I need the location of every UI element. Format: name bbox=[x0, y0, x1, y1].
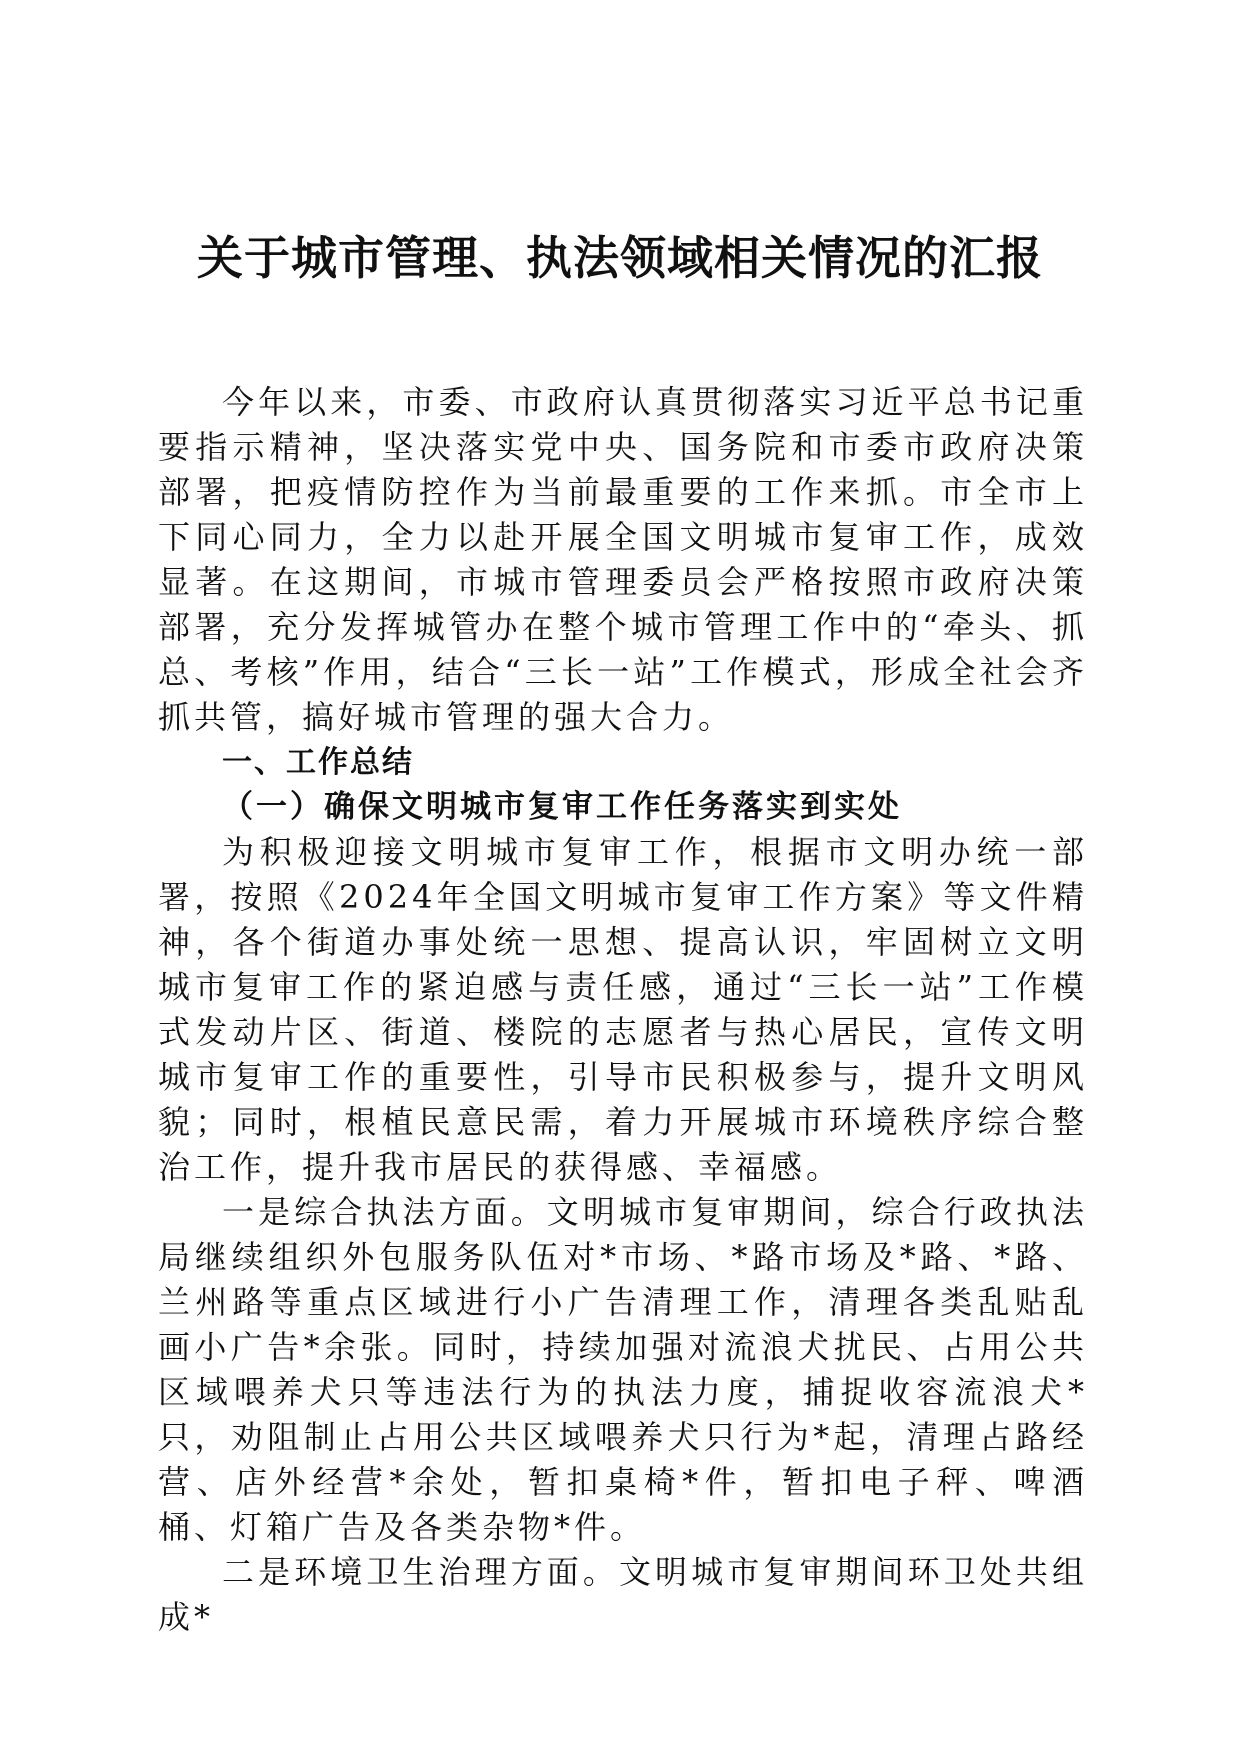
document-body bbox=[158, 380, 1088, 1640]
subsection-heading-1: （一）确保文明城市复审工作任务落实到实处 bbox=[222, 789, 902, 825]
section-heading-work-summary: 一、工作总结 bbox=[222, 745, 414, 780]
document-title: 关于城市管理、执法领域相关情况的汇报 bbox=[197, 231, 1043, 285]
body-paragraph: 一是综合执法方面。文明城市复审期间，综合行政执法局继续组织外包服务队伍对*市场、*路市场及*路、*路、兰州路等重点区域进行小广告清理工作，清理各类乱贴乱画小广告*余张。同时，持续加强对流浪犬扰民、占用公共区域喂养犬只等违法行为的执法力度，捕捉收容流浪犬*只，劝阻制止占用公共区域喂养犬只行为*起，清理占路经营、店外经营*余处，暂扣桌椅*件，暂扣电子秤、啤酒桶、灯箱广告及各类杂物*件。 bbox=[158, 1193, 1088, 1546]
body-paragraph: 二是环境卫生治理方面。文明城市复审期间环卫处共组成* bbox=[158, 1553, 1088, 1636]
intro-paragraph: 今年以来，市委、市政府认真贯彻落实习近平总书记重要指示精神，坚决落实党中央、国务院和市委市政府决策部署，把疫情防控作为当前最重要的工作来抓。市全市上下同心同力，全力以赴开展全国文明城市复审工作，成效显著。在这期间，市城市管理委员会严格按照市政府决策部署，充分发挥城管办在整个城市管理工作中的“牵头、抓总、考核”作用，结合“三长一站”工作模式，形成全社会齐抓共管，搞好城市管理的强大合力。 bbox=[158, 383, 1088, 736]
body-paragraph: 为积极迎接文明城市复审工作，根据市文明办统一部署，按照《2024年全国文明城市复审工作方案》等文件精神，各个街道办事处统一思想、提高认识，牢固树立文明城市复审工作的紧迫感与责任感，通过“三长一站”工作模式发动片区、街道、楼院的志愿者与热心居民，宣传文明城市复审工作的重要性，引导市民积极参与，提升文明风貌；同时，根植民意民需，着力开展城市环境秩序综合整治工作，提升我市居民的获得感、幸福感。 bbox=[158, 833, 1088, 1186]
